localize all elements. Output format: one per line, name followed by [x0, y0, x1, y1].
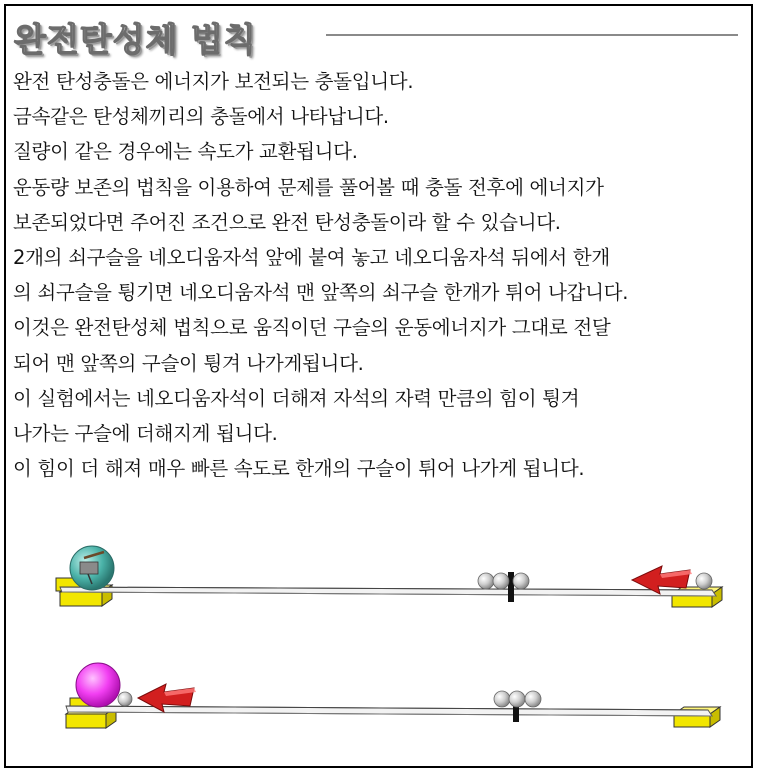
steel-ball — [493, 573, 509, 589]
steel-ball — [509, 691, 525, 707]
paragraph-line: 의 쇠구슬을 튕기면 네오디움자석 맨 앞쪽의 쇠구슬 한개가 튀어 나갑니다. — [13, 281, 629, 305]
ejected-ball — [118, 692, 132, 706]
launched-ball — [696, 573, 712, 589]
rail-track — [60, 587, 716, 596]
target-hit — [76, 663, 120, 707]
paragraph-line: 보존되었다면 주어진 조건으로 완전 탄성충돌이라 할 수 있습니다. — [13, 210, 561, 234]
steel-ball — [478, 573, 494, 589]
page-title: 완전탄성체 법칙 — [14, 20, 257, 59]
steel-ball — [525, 691, 541, 707]
steel-ball — [513, 573, 529, 589]
scene-before — [56, 546, 722, 607]
steel-ball — [494, 691, 510, 707]
paragraph-line: 완전 탄성충돌은 에너지가 보전되는 충돌입니다. — [13, 70, 414, 93]
paragraph-line: 운동량 보존의 법칙을 이용하여 문제를 풀어볼 때 충돌 전후에 에너지가 — [13, 175, 604, 199]
paragraph-line: 이 힘이 더 해져 매우 빠른 속도로 한개의 구슬이 튀어 나가게 됩니다. — [13, 457, 585, 481]
paragraph-line: 이것은 완전탄성체 법칙으로 움직이던 구슬의 운동에너지가 그대로 전달 — [13, 316, 611, 340]
title-row — [14, 12, 740, 58]
paragraph — [13, 64, 748, 486]
paragraph-line: 되어 맨 앞쪽의 구슬이 튕겨 나가게됩니다. — [13, 351, 364, 375]
gauss-rifle-illustration — [0, 530, 760, 750]
magnet — [508, 572, 514, 602]
title-rule — [326, 34, 738, 36]
paragraph-line: 금속같은 탄성체끼리의 충돌에서 나타납니다. — [13, 105, 389, 129]
paragraph-line: 질량이 같은 경우에는 속도가 교환됩니다. — [13, 140, 358, 164]
target-icon — [70, 546, 114, 590]
paragraph-line: 2개의 쇠구슬을 네오디움자석 앞에 붙여 놓고 네오디움자석 뒤에서 한개 — [13, 245, 610, 269]
paragraph-line: 나가는 구슬에 더해지게 됩니다. — [13, 421, 278, 445]
scene-after — [66, 663, 720, 728]
paragraph-line: 이 실험에서는 네오디움자석이 더해져 자석의 자력 만큼의 힘이 튕겨 — [13, 386, 580, 410]
